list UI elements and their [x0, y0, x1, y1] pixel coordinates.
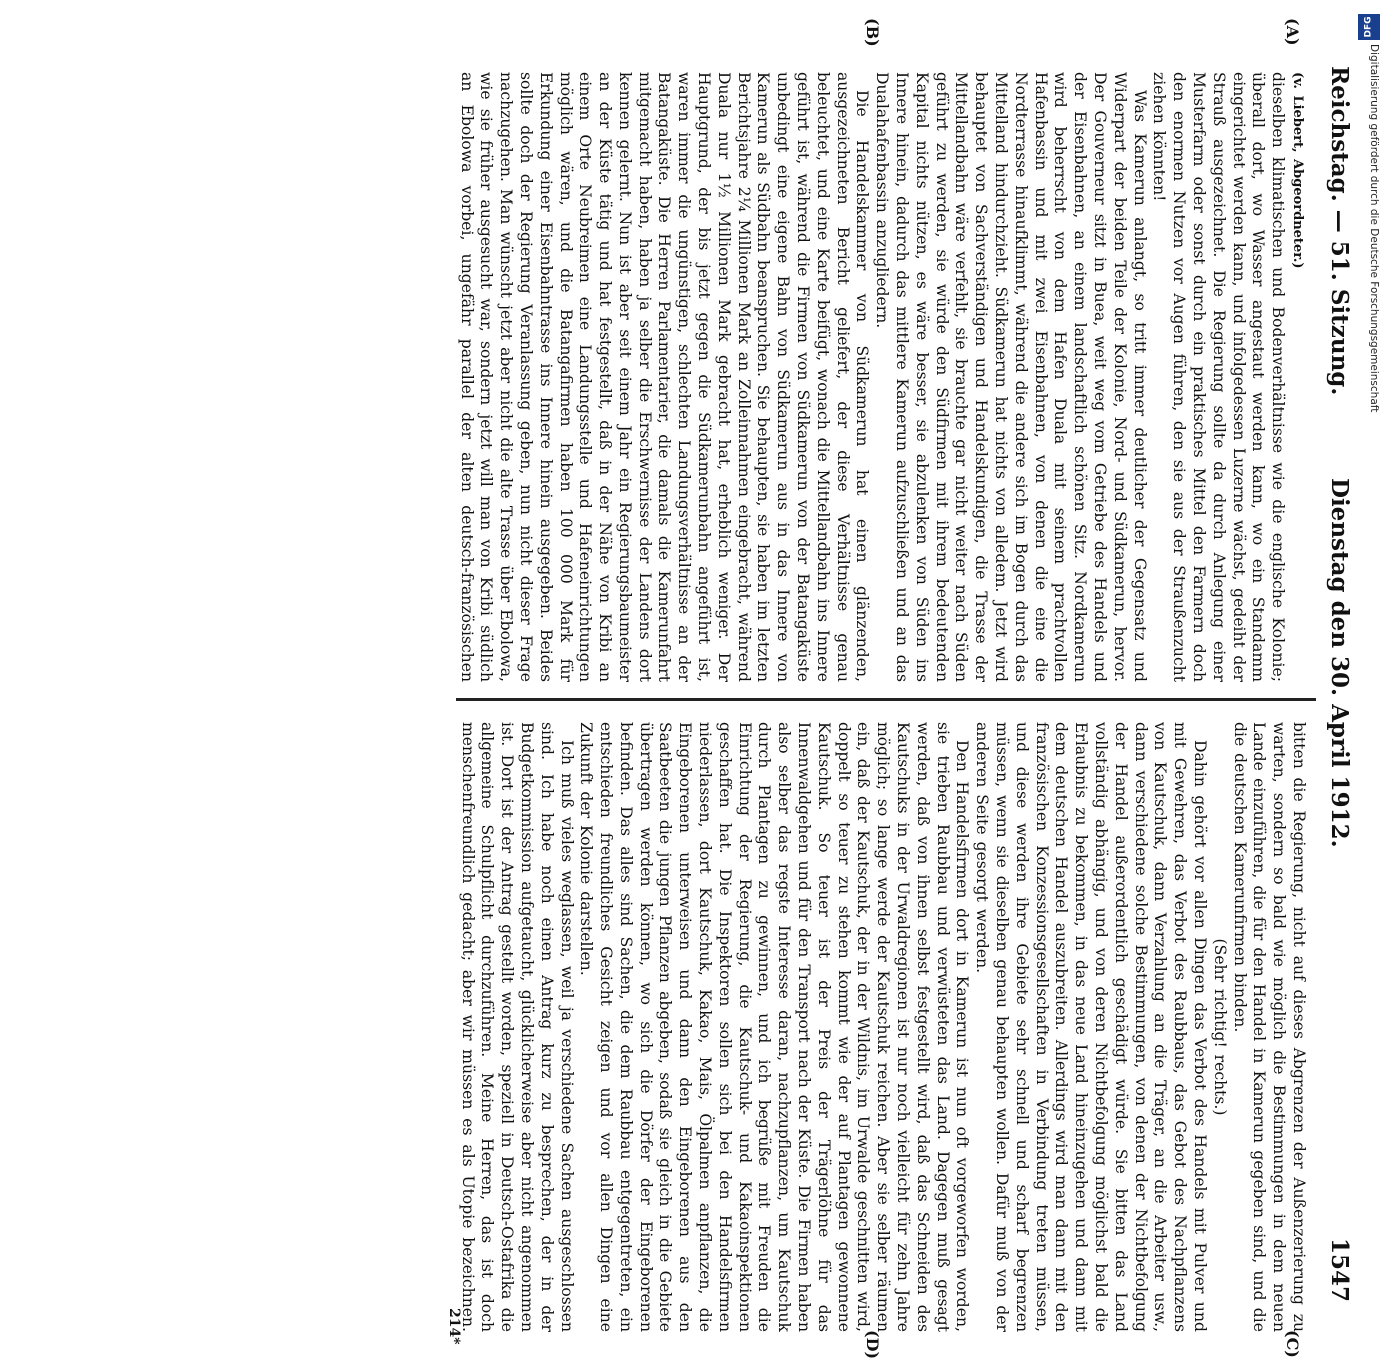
- scanned-page: [52, 18, 1362, 1359]
- column-divider: [456, 698, 1316, 701]
- header-date: Dienstag den 30. April 1912.: [1326, 478, 1353, 848]
- right-paragraph: Ich muß vieles weglassen, weil ja verschiedene Sachen ausgeschlossen sind. Ich habe noch einen Antrag kurz zu besprechen, der in der Budgetkommission aufgetaucht, glücklicherweise aber nicht angenommen ist. Dort ist der Antrag gestellt worden, speziell in Deutsch-Ostafrika die allgemeine Schulpflicht durchzuführen. Meine Herren, das ist doch menschenfreundlich gedacht; aber wir müssen es als Utopie bezeichnen.: [458, 722, 576, 1332]
- margin-marker-d: (D): [863, 1330, 882, 1359]
- page-header: [1316, 58, 1362, 1303]
- dfg-logo: DFG: [1358, 14, 1380, 40]
- applause-note: (Sehr richtig! rechts.): [1210, 938, 1229, 1116]
- right-paragraph: Den Handelsfirmen dort in Kamerun ist nun oft vorgeworfen worden, sie trieben Raubbau und verwüsteten das Land. Dagegen muß gesagt werden, daß von ihnen selbst festgestellt wird, daß das Schneiden des Kautschuks in der Urwaldregionen ist nur noch vielleicht für zehn Jahre möglich; so lange werde der Kautschuk reichen. Aber sie selber räumen ein, daß der Kautschuk, der in der Wildnis, im Urwalde geschnitten wird, doppelt so teuer zu stehen kommt wie der auf Plantagen gewonnene Kautschuk. So teuer ist der Preis der Trägerlöhne für das Innenwaldgehen und für den Transport nach der Küste. Die Firmen haben also selber das regste Interesse daran, nachzupflanzen, um Kautschuk durch Plantagen zu gewinnen, und ich begrüße mit Freuden die Einrichtung der Regierung, die Kautschuk- und Kakaoinspektionen geschaffen hat. Die Inspektoren sollen sich bei den Handelsfirmen niederlassen, dort Kautschuk, Kakao, Mais, Ölpalmen anpflanzen, die Eingeborenen unterweisen und dann den Eingeborenen aus den Saatbeeten die jungen Pflanzen abgeben, sodaß sie gleich in die Gebiete übertragen werden können, wo sich die Dörfer der Eingeborenen befinden. Das alles sind Sachen, die dem Raubbau entgegentreten, ein entschieden freundliches Gesicht zeigen und vor allen Dingen eine Zukunft der Kolonie darstellen.: [577, 722, 972, 1332]
- margin-marker-a: (A): [1283, 18, 1302, 46]
- right-column: [458, 722, 1308, 1332]
- credit-text: Digitalisierung gefördert durch die Deutsche Forschungsgemeinschaft: [1368, 44, 1380, 413]
- left-column: [458, 72, 1308, 682]
- right-paragraph: Dahin gehört vor allen Dingen das Verbot des Handels mit Pulver und mit Gewehren, das Verbot des Raubbaus, das Gebot des Nachpflanzens von Kautschuk, dann Verzahlung an die Träger, an die Arbeiter usw., dann verschiedene solche Bestimmungen, von denen der Nichtbefolgung der Handel außerordentlich geschädigt würde. Sie bitten das Land vollständig abhängig, und von deren Nichtbefolgung möglichst bald die Erlaubnis zu bekommen, in das neue Land hineinzugehen und dann mit dem deutschen Handel auszubreiten. Allerdings wird man dann mit den französischen Konzessionsgesellschaften in Verbindung treten müssen, und diese werden ihre Gebiete sehr schnell und scharf begrenzen müssen, wenn sie dieselben genau behaupten wollen. Dafür muß von der anderen Seite gesorgt werden.: [973, 722, 1210, 1332]
- header-left: Reichstag. — 51. Sitzung.: [1326, 66, 1353, 396]
- margin-marker-b: (B): [863, 18, 882, 47]
- signature-number: 214*: [446, 1308, 462, 1345]
- dfg-credit: [1358, 14, 1382, 734]
- right-paragraph: bitten die Regierung, nicht auf dieses Abgrenzen der Außenzerierung zu warten, sondern so bald wie möglich die Bestimmungen in dem neuen Lande einzuführen, die für den Handel in Kamerun gegeben sind, und die die deutschen Kamerunfirmen binden.: [1230, 722, 1308, 1332]
- left-paragraph: dieselben klimatischen und Bodenverhältnisse wie die englische Kolonie; überall dort, wo Wasser angestaut werden kann, wo ein Standamm eingerichtet werden kann, und infolgedessen Luzerne wächst, gedeiht der Strauß ausgezeichnet. Die Regierung sollte da durch Anlegung einer Musterfarm oder sonst durch ein praktisches Mittel den Farmern doch den enormen Nutzen vor Augen führen, den sie aus der Straußenzucht ziehen könnten!: [1150, 72, 1288, 682]
- left-paragraph: Was Kamerun anlangt, so tritt immer deutlicher der Gegensatz und Widerpart der beiden Teile der Kolonie, Nord- und Südkamerun, hervor. Der Gouverneur sitzt in Buea, weit weg vom Getriebe des Handels und der Eisenbahnen, an einem landschaftlich schönen Sitz. Nordkamerun wird beherrscht von dem Hafen Duala mit seinem prachtvollen Hafenbassin und mit zwei Eisenbahnen, von denen die eine die Nordterrasse hinaufklimmt, während die andere sich im Bogen durch das Mittelland hindurchzieht. Südkamerun hat nichts von alledem. Jetzt wird behauptet von Sachverständigen und Handelskundigen, die Trasse der Mittellandbahn wäre verfehlt, sie brauchte gar nicht weiter nach Süden geführt zu werden, sie würde den Südfirmen mit ihrem bedeutenden Kapital nichts nützen, es wäre besser, sie abzulenken von Süden ins Innere hinein, dadurch das mittlere Kamerun aufzuschließen und an das Dualahafenbassin anzugliedern.: [873, 72, 1149, 682]
- page-number: 1547: [1326, 1238, 1353, 1303]
- speaker-note: (v. Liebert, Abgeordneter.): [1290, 72, 1305, 269]
- left-paragraph: Die Handelskammer von Südkamerun hat einen glänzenden, ausgezeichneten Bericht geliefert, der diese Verhältnisse genau beleuchtet, und eine Karte beifügt, wonach die Mittellandbahn ins Innere geführt ist, während die Firmen von Südkamerun von der Batangaküste unbedingt eine eigene Bahn von Südkamerun aus in das Innere von Kamerun als Südbahn beanspruchen. Sie behaupten, sie haben im letzten Berichtsjahre 2¼ Millionen Mark an Zolleinnahmen eingebracht, während Duala nur 1½ Millionen Mark gebracht hat, erheblich weniger. Der Hauptgrund, der bis jetzt gegen die Südkamerunbahn angeführt ist, waren immer die ungünstigen, schlechten Landungsverhältnisse an der Batangaküste. Die Herren Parlamentarier, die damals die Kamerunfahrt mitgemacht haben, haben ja selber die Erschwernisse der Landens dort kennen gelernt. Nun ist aber seit einem Jahr ein Regierungsbaumeister an der Küste tätig und hat festgestellt, daß in der Nähe von Kribi an einem Orte Neubreimen eine Landungsstelle und Hafeneinrichtungen möglich wären, und die Batangafirmen haben 100 000 Mark für Erkundung einer Eisenbahntrasse ins Innere hinein ausgegeben. Beides sollte doch der Regierung Veranlassung geben, nun nicht dieser Frage nachzugehen. Man wünscht jetzt aber nicht die alte Trasse über Ebolowa, wie sie früher ausgesucht war, sondern jetzt will man von Kribi südlich an Ebolowa vorbei, ungefähr parallel der alten deutsch-französischen: [458, 72, 872, 682]
- margin-marker-c: (C): [1283, 1330, 1302, 1358]
